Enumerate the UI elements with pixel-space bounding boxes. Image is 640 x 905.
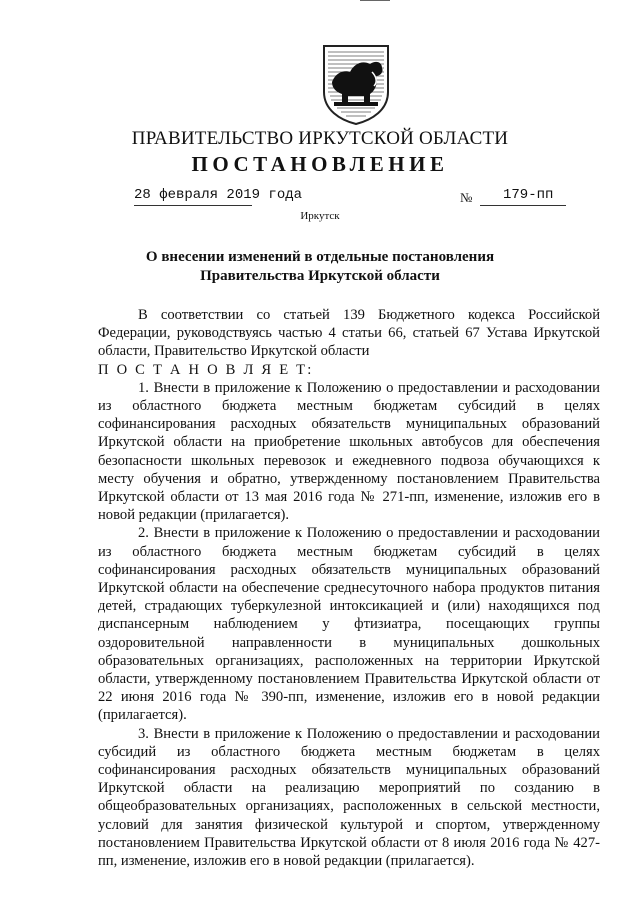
document-number: 179-пп bbox=[503, 187, 554, 203]
item-paragraph-1: 1. Внести в приложение к Положению о предоставлении и расходовании из областного бюджета местным бюджетам субсидий в целях софинансирования расходных обязательств муниципальных образований Иркутской области на приобретение школьных автобусов для обеспечения безопасности школьных перевозок и ежедневного подвоза обучающихся к месту обучения и обратно, утвержденному постановлением Правительства Иркутской области от 13 мая 2016 года № 271-пп, изменение, изложив его в новой редакции (прилагается). bbox=[98, 379, 600, 524]
title-line-1: О внесении изменений в отдельные постановления bbox=[145, 249, 495, 265]
top-scan-mark bbox=[360, 0, 390, 1]
item-paragraph-2: 2. Внести в приложение к Положению о предоставлении и расходовании из областного бюджета местным бюджетам субсидий в целях софинансирования расходных обязательств муниципальных образований Иркутской области на обеспечение среднесуточного набора продуктов питания детей, страдающих туберкулезной интоксикацией и (или) находящихся под диспансерным наблюдением у фтизиатра, посещающих группы оздоровительной направленности в муниципальных дошкольных образовательных организациях, расположенных на территории Иркутской области, утвержденному постановлением Правительства Иркутской области от 22 июня 2016 года № 390-пп, изменение, изложив его в новой редакции (прилагается). bbox=[98, 525, 600, 724]
document-title bbox=[0, 248, 640, 286]
number-sign: № bbox=[460, 190, 473, 205]
number-underline bbox=[480, 205, 566, 206]
date-underline bbox=[134, 205, 252, 206]
document-body bbox=[98, 306, 600, 870]
coat-of-arms-emblem bbox=[318, 42, 394, 126]
resolves-heading: П О С Т А Н О В Л Я Е Т: bbox=[98, 361, 314, 378]
item-paragraph-3: 3. Внести в приложение к Положению о предоставлении и расходовании субсидий из областного бюджета местным бюджетам в целях софинансирования расходных обязательств муниципальных образований Иркутской области на реализацию мероприятий по созданию в общеобразовательных организациях, расположенных в сельской местности, условий для занятия физической культурой и спортом, утвержденному постановлением Правительства Иркутской области от 8 июля 2016 года № 427-пп, изменение, изложив его в новой редакции (прилагается). bbox=[98, 725, 600, 870]
title-line-2: Правительства Иркутской области bbox=[200, 268, 440, 284]
preamble-paragraph: В соответствии со статьей 139 Бюджетного кодекса Российской Федерации, руководствуясь частью 4 статьи 66, статьей 67 Устава Иркутской области, Правительство Иркутской области bbox=[98, 307, 600, 360]
city-name: Иркутск bbox=[300, 210, 340, 222]
document-type: ПОСТАНОВЛЕНИЕ bbox=[191, 152, 449, 176]
government-name: ПРАВИТЕЛЬСТВО ИРКУТСКОЙ ОБЛАСТИ bbox=[131, 128, 509, 149]
document-date: 28 февраля 2019 года bbox=[134, 187, 303, 203]
